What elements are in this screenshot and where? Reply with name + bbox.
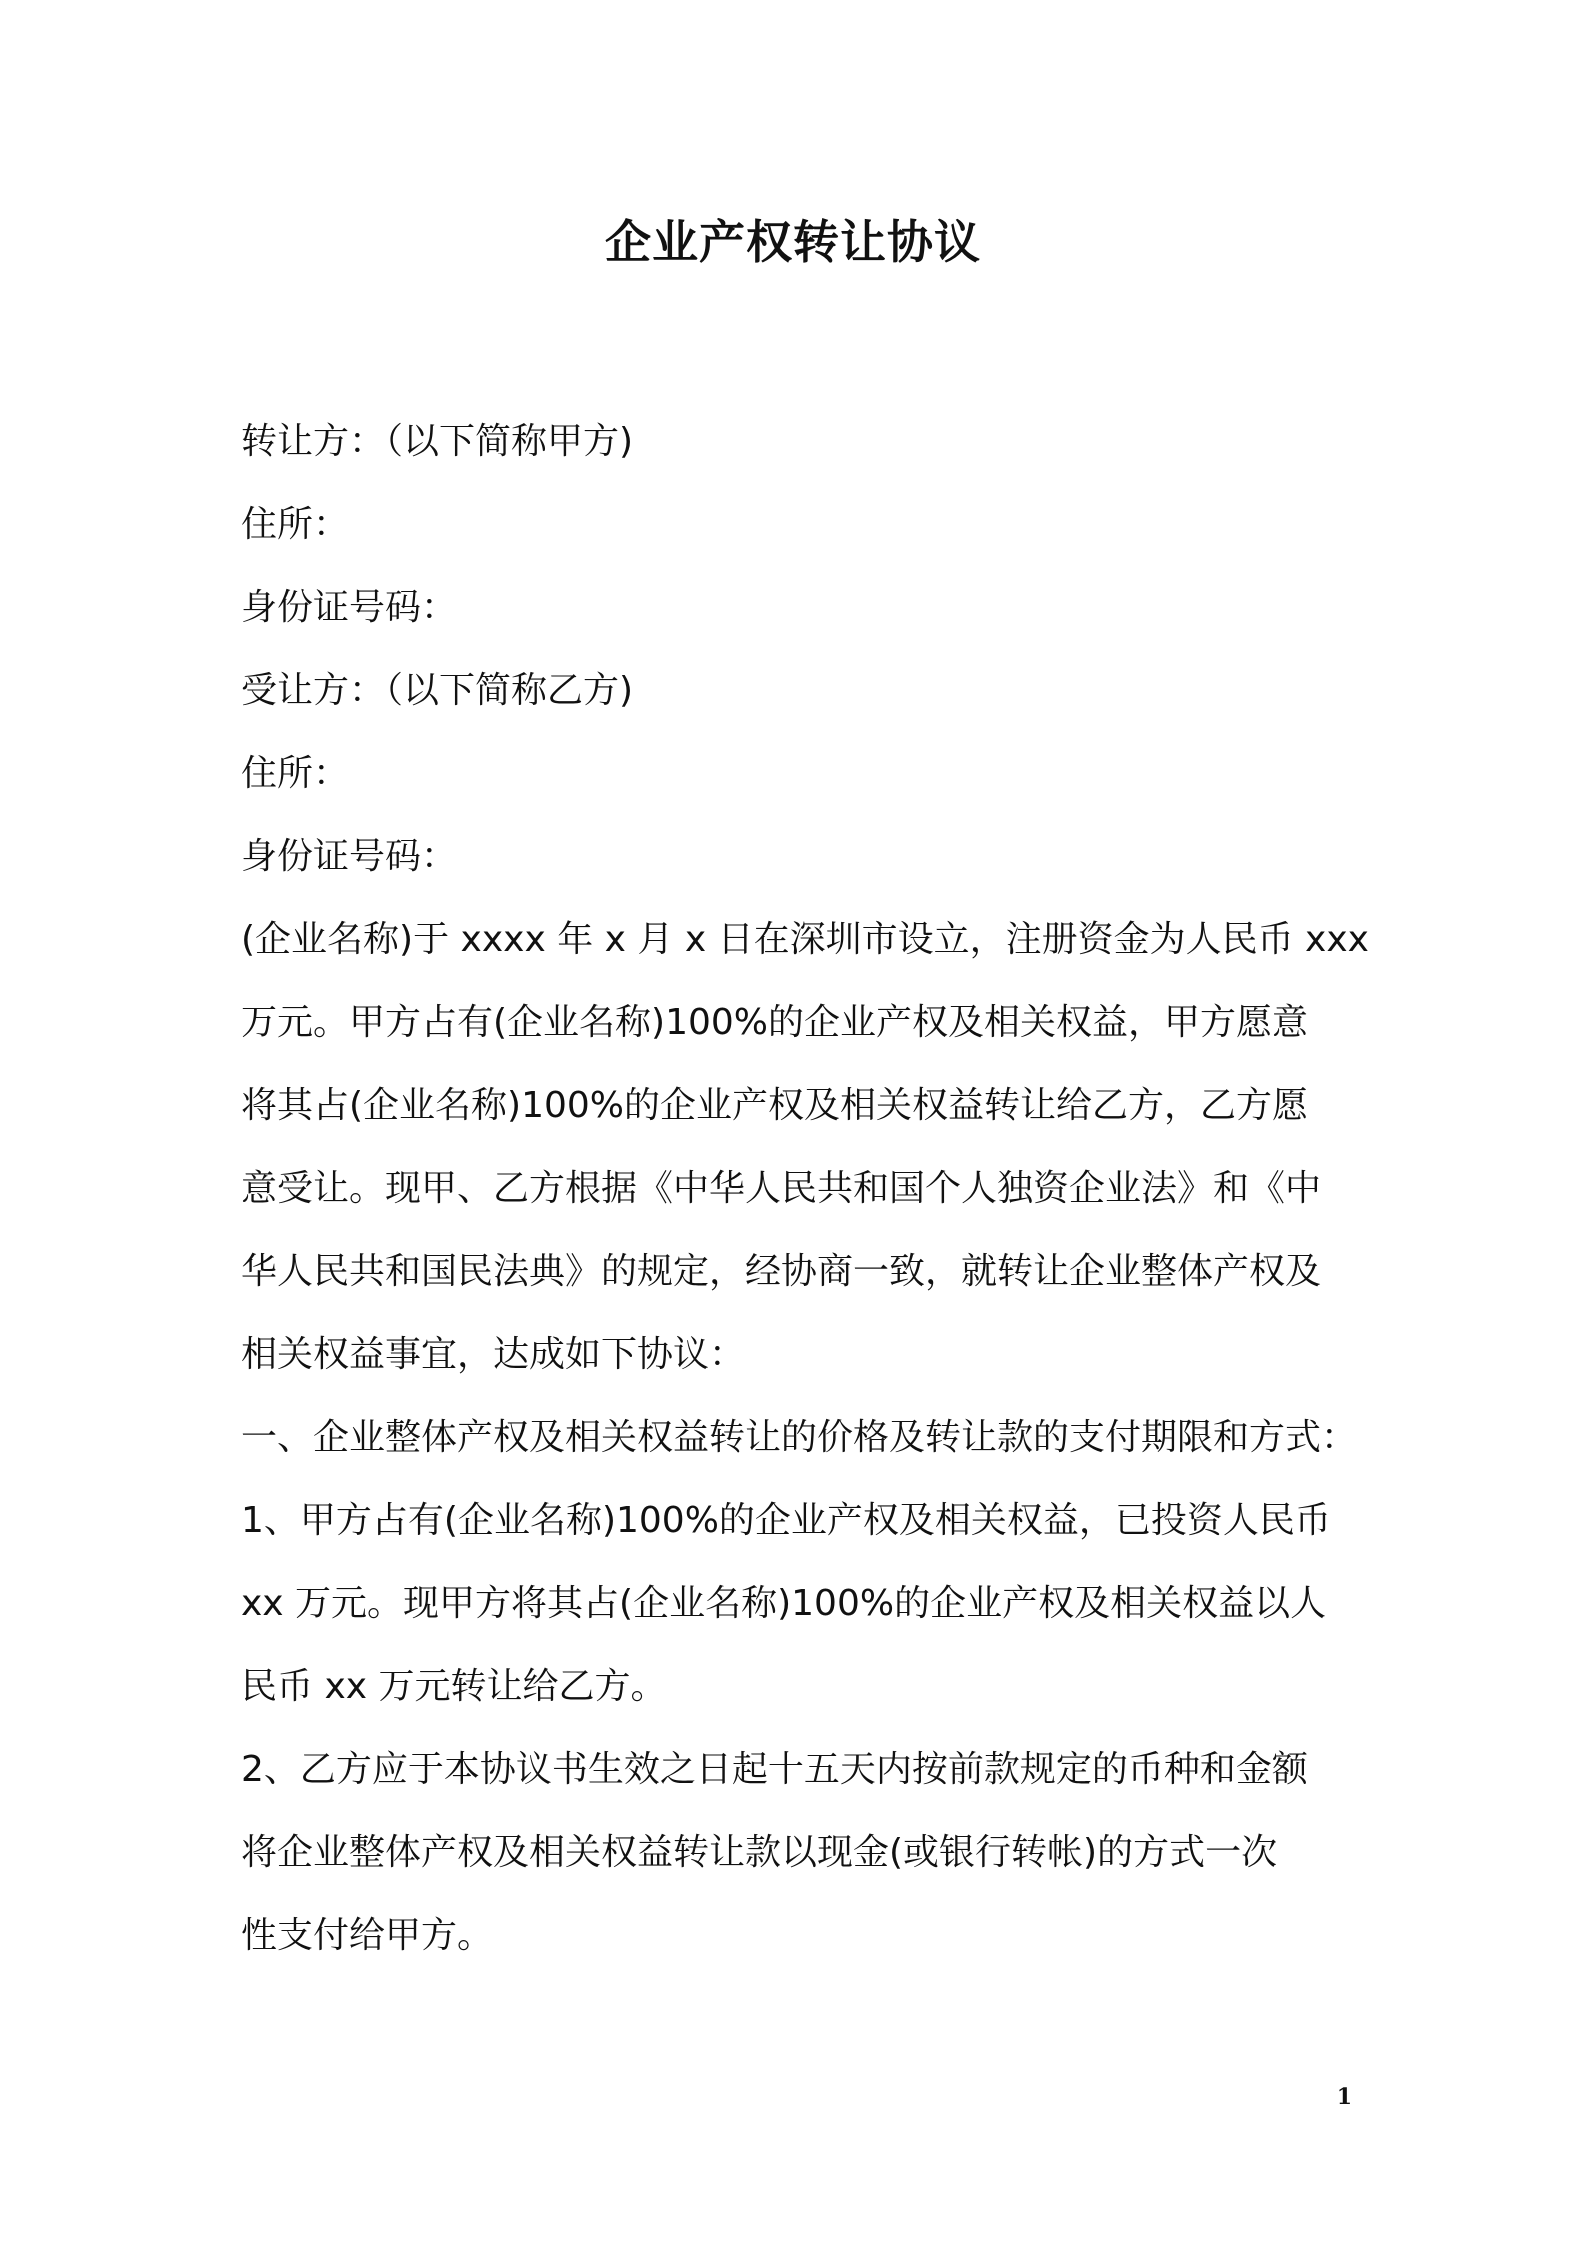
paragraph-line: 万元。甲方占有(企业名称)100%的企业产权及相关权益，甲方愿意 — [241, 1002, 1309, 1043]
transferee-address-line: 住所： — [241, 753, 350, 794]
document-body — [241, 400, 1369, 1977]
section-heading: 一、企业整体产权及相关权益转让的价格及转让款的支付期限和方式： — [241, 1417, 1358, 1458]
transferor-line: 转让方：（以下简称甲方) — [241, 421, 634, 462]
paragraph-line: 民币 xx 万元转让给乙方。 — [241, 1666, 667, 1707]
document-title: 企业产权转让协议 — [605, 215, 981, 269]
paragraph-line: 相关权益事宜，达成如下协议： — [241, 1334, 746, 1375]
paragraph-line: 2、乙方应于本协议书生效之日起十五天内按前款规定的币种和金额 — [241, 1749, 1308, 1790]
intro-paragraph — [241, 898, 1369, 1396]
paragraph-line: 将企业整体产权及相关权益转让款以现金(或银行转帐)的方式一次 — [241, 1832, 1278, 1873]
paragraph-line: xx 万元。现甲方将其占(企业名称)100%的企业产权及相关权益以人 — [241, 1583, 1327, 1624]
transferee-line: 受让方：（以下简称乙方) — [241, 670, 634, 711]
clause-2 — [241, 1728, 1351, 1977]
paragraph-line: (企业名称)于 xxxx 年 x 月 x 日在深圳市设立，注册资金为人民币 xxx — [241, 919, 1369, 960]
paragraph-line: 华人民共和国民法典》的规定，经协商一致，就转让企业整体产权及 — [241, 1251, 1322, 1292]
transferor-address-line: 住所： — [241, 504, 350, 545]
paragraph-line: 将其占(企业名称)100%的企业产权及相关权益转让给乙方，乙方愿 — [241, 1085, 1309, 1126]
paragraph-line: 1、甲方占有(企业名称)100%的企业产权及相关权益，已投资人民币 — [241, 1500, 1331, 1541]
paragraph-line: 性支付给甲方。 — [241, 1915, 494, 1956]
transferee-id-line: 身份证号码： — [241, 836, 458, 877]
clause-1 — [241, 1479, 1351, 1728]
page-number: 1 — [1336, 2084, 1352, 2110]
paragraph-line: 意受让。现甲、乙方根据《中华人民共和国个人独资企业法》和《中 — [241, 1168, 1322, 1209]
transferor-id-line: 身份证号码： — [241, 587, 458, 628]
